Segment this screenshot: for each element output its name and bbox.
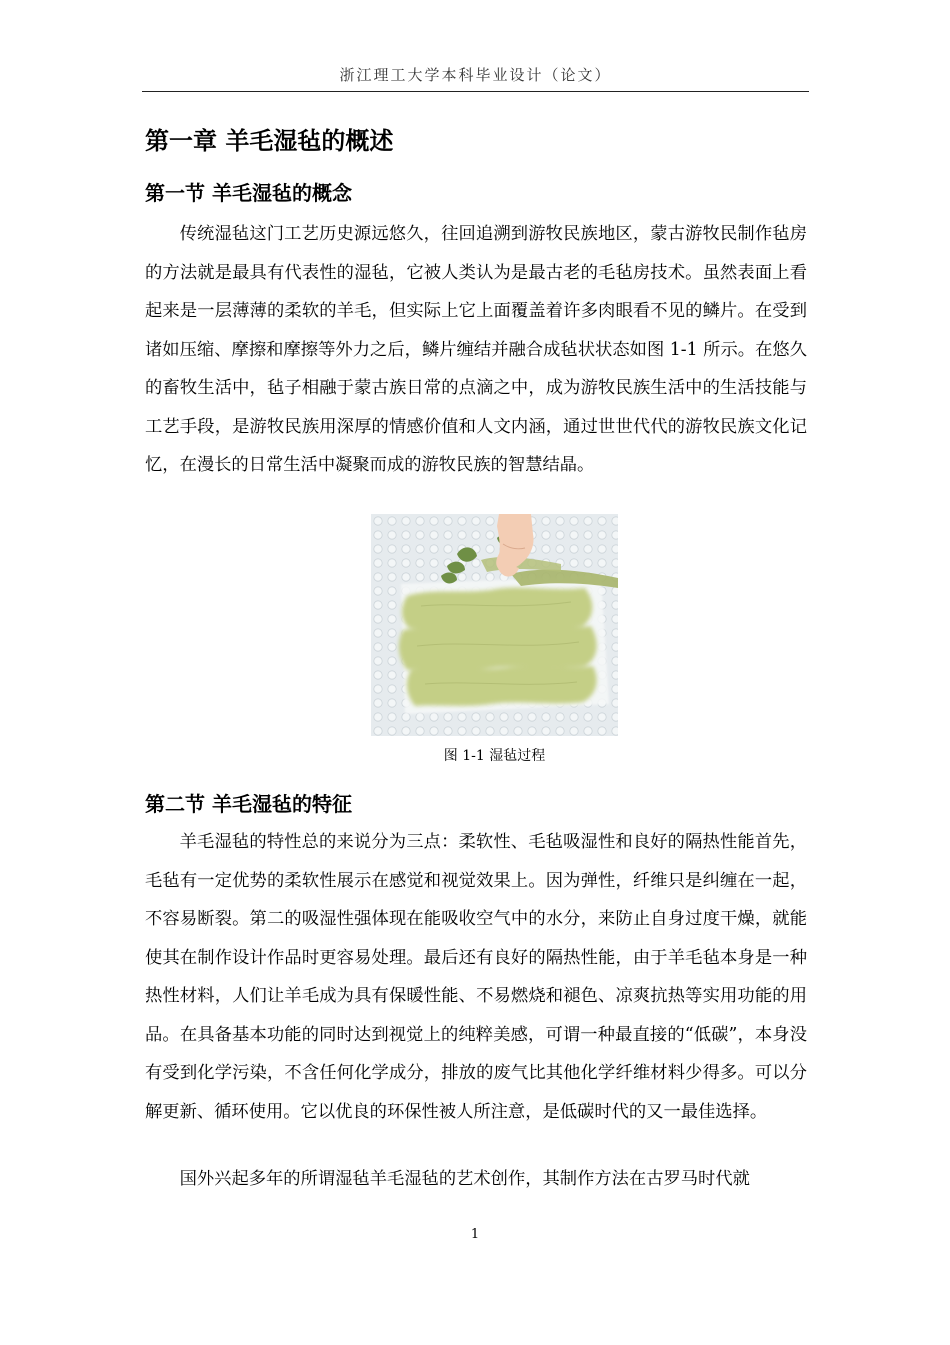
- chapter-title: 第一章 羊毛湿毡的概述: [145, 127, 394, 155]
- page-number: 1: [470, 1227, 480, 1242]
- figure-wet-felting-photo: [371, 514, 618, 736]
- section-title-concept: 第一节 羊毛湿毡的概念: [145, 181, 352, 205]
- wet-felting-illustration: [371, 514, 618, 736]
- paragraph-characteristics: 羊毛湿毡的特性总的来说分为三点：柔软性、毛毡吸湿性和良好的隔热性能首先，毛毡有一定优势的柔软性展示在感觉和视觉效果上。因为弹性，纤维只是纠缠在一起，不容易断裂。第二的吸湿性强体现在能吸收空气中的水分，来防止自身过度干燥，就能使其在制作设计作品时更容易处理。最后还有良好的隔热性能，由于羊毛毡本身是一种热性材料，人们让羊毛成为具有保暖性能、不易燃烧和褪色、凉爽抗热等实用功能的用品。在具备基本功能的同时达到视觉上的纯粹美感，可谓一种最直接的“低碳”，本身没有受到化学污染，不含任何化学成分，排放的废气比其他化学纤维材料少得多。可以分解更新、循环使用。它以优良的环保性被人所注意，是低碳时代的又一最佳选择。: [145, 832, 807, 1122]
- section-title-characteristics: 第二节 羊毛湿毡的特征: [145, 792, 352, 816]
- running-header: 浙江理工大学本科毕业设计（论文）: [339, 66, 612, 84]
- paragraph-history: 国外兴起多年的所谓湿毡羊毛湿毡的艺术创作，其制作方法在古罗马时代就: [179, 1169, 750, 1189]
- paragraph-concept: 传统湿毡这门工艺历史源远悠久，往回追溯到游牧民族地区，蒙古游牧民制作毡房的方法就是最具有代表性的湿毡，它被人类认为是最古老的毛毡房技术。虽然表面上看起来是一层薄薄的柔软的羊毛，但实际上它上面覆盖着许多肉眼看不见的鳞片。在受到诸如压缩、摩擦和摩擦等外力之后，鳞片缠结并融合成毡状状态如图 1-1 所示。在悠久的畜牧生活中，毡子相融于蒙古族日常的点滴之中，成为游牧民族生活中的生活技能与工艺手段，是游牧民族用深厚的情感价值和人文内涵，通过世世代代的游牧民族文化记忆，在漫长的日常生活中凝聚而成的游牧民族的智慧结晶。: [145, 224, 807, 475]
- header-divider: [142, 91, 809, 92]
- figure-caption: 图 1-1 湿毡过程: [443, 748, 546, 764]
